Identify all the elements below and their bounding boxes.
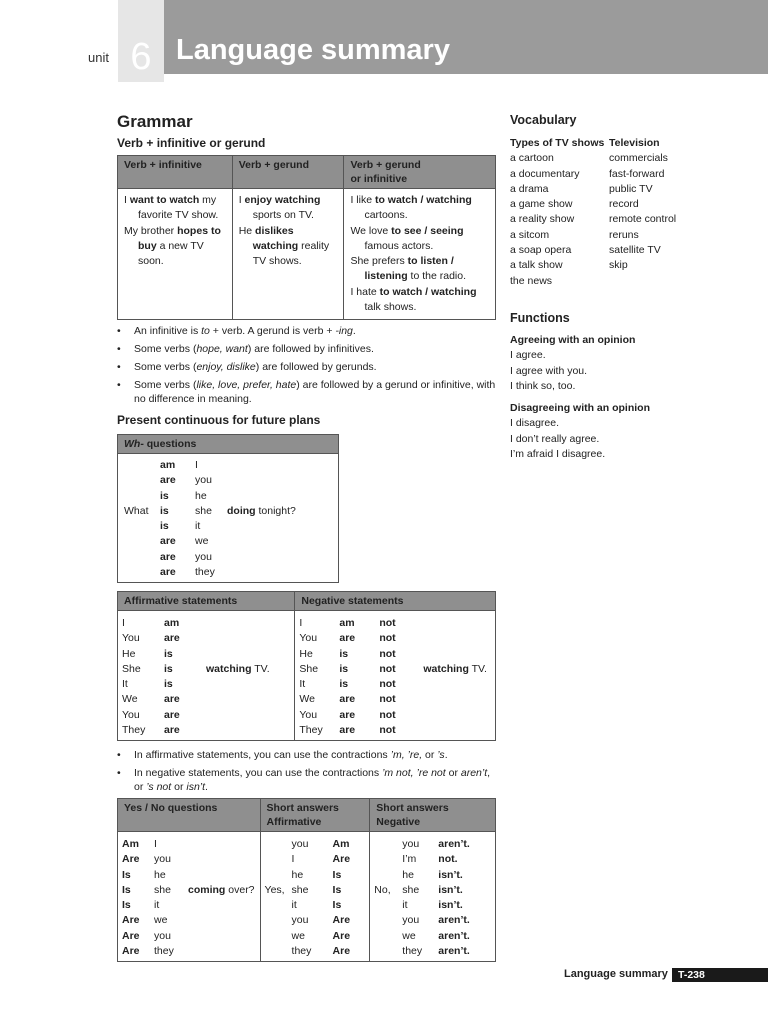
answer-verb: Are	[332, 945, 351, 958]
question-subject: it	[154, 899, 160, 912]
vocab-item: a soap opera	[510, 244, 572, 257]
answer-subject: they	[402, 945, 423, 958]
question-verb: Is	[122, 868, 131, 881]
answer-subject: you	[402, 914, 420, 927]
vocab-item: public TV	[609, 182, 653, 195]
answer-subject: we	[402, 929, 416, 942]
statements-table	[117, 591, 496, 741]
example-sentence: I hate to watch / watching talk shows.	[350, 285, 477, 314]
example-sentence: I want to watch my favorite TV show.	[124, 194, 219, 222]
answer-subject: she	[402, 883, 420, 896]
vocab-item: a sitcom	[510, 228, 550, 241]
vocab-item: reruns	[609, 228, 639, 241]
question-subject: you	[154, 929, 171, 942]
question-subject: he	[154, 868, 166, 881]
page-number: T-238	[678, 969, 705, 981]
question-verb: Are	[122, 853, 140, 866]
subject: I	[299, 617, 303, 629]
yes-word: Yes,	[264, 883, 285, 896]
example-sentence: She prefers to listen / listening to the radio.	[350, 255, 466, 283]
verb: are	[164, 693, 180, 706]
verb: are	[164, 632, 180, 645]
disagree-list	[510, 416, 650, 462]
disagree-block	[510, 401, 650, 462]
function-phrase: I don’t really agree.	[510, 432, 600, 445]
answer-verb: Is	[332, 868, 342, 881]
wh-verb: are	[160, 474, 176, 487]
verb: is	[164, 662, 173, 675]
col-header-gerund: Verb + gerund	[232, 156, 344, 189]
note-item: • In negative statements, you can use the contractions ’m not, ’re not or aren’t, or ’s not or isn’t.	[117, 766, 497, 794]
not-word: not	[379, 647, 396, 660]
vocab-item: fast-forward	[609, 167, 665, 180]
unit-number: 6	[130, 36, 152, 78]
subject: They	[299, 724, 323, 737]
wh-header-rest: questions	[143, 438, 197, 450]
contraction-notes-list	[117, 748, 497, 798]
aff-watching: watching	[206, 662, 252, 675]
verb-infinitive-table	[117, 155, 496, 320]
question-verb: Are	[122, 914, 140, 927]
functions-heading: Functions	[510, 311, 570, 325]
infinitive-examples	[118, 189, 233, 320]
vocab-item: the news	[510, 274, 553, 287]
subject: We	[122, 693, 138, 706]
answer-verb: Are	[332, 929, 351, 942]
question-verb: Are	[122, 929, 140, 942]
answer-verb: Am	[332, 838, 350, 850]
example-sentence: He dislikes watching reality TV shows.	[238, 224, 330, 268]
answer-verb: aren’t.	[438, 945, 470, 958]
tv-shows-heading: Types of TV shows	[510, 137, 605, 149]
yes-no-table	[117, 798, 496, 962]
neg-verbs	[339, 616, 379, 738]
not-word: not	[379, 724, 396, 737]
example-sentence: My brother hopes to buy a new TV soon.	[124, 224, 221, 268]
answer-verb: Is	[332, 899, 342, 912]
note-item: • Some verbs (enjoy, dislike) are followed by gerunds.	[117, 360, 497, 374]
question-verb: Are	[122, 945, 140, 958]
verb: is	[164, 678, 173, 691]
question-verb: Is	[122, 899, 131, 912]
question-verb: Is	[122, 883, 131, 896]
no-word: No,	[374, 883, 391, 896]
television-column	[609, 136, 709, 274]
vocab-item: a talk show	[510, 259, 563, 272]
subject: She	[122, 662, 141, 675]
neg-watching-tv	[419, 662, 491, 677]
answer-verb: Is	[332, 883, 342, 896]
subject: I	[122, 617, 125, 629]
wh-subject: you	[195, 474, 212, 487]
function-phrase: I disagree.	[510, 417, 560, 430]
question-verbs	[122, 837, 154, 959]
wh-subject: we	[195, 535, 209, 548]
verb: is	[339, 647, 349, 660]
note-item: • Some verbs (like, love, prefer, hate) are followed by a gerund or infinitive, with no difference in meaning.	[117, 378, 497, 406]
wh-subject: it	[195, 520, 201, 533]
answer-subject: you	[291, 838, 309, 850]
aff-watching-tv	[198, 662, 290, 677]
not-word: not	[379, 632, 396, 645]
aff-answer-subjects	[292, 837, 333, 959]
vocab-item: satellite TV	[609, 244, 661, 257]
television-list	[609, 151, 709, 273]
short-neg-header: Short answers Negative	[370, 799, 496, 832]
answer-subject: you	[291, 914, 309, 927]
answer-verb: isn’t.	[438, 899, 463, 912]
vocab-item: a reality show	[510, 213, 575, 226]
both-examples	[344, 189, 496, 320]
wh-verbs	[160, 458, 195, 580]
verb: am	[339, 617, 355, 629]
vocab-item: skip	[609, 259, 628, 272]
function-phrase: I’m afraid I disagree.	[510, 447, 606, 460]
present-continuous-heading: Present continuous for future plans	[117, 413, 321, 427]
verb: are	[164, 708, 180, 721]
vocab-item: a cartoon	[510, 152, 554, 165]
television-heading: Television	[609, 137, 660, 149]
note-item: • An infinitive is to + verb. A gerund is verb + -ing.	[117, 324, 497, 338]
coming-word: coming	[188, 883, 226, 896]
answer-verb: Are	[332, 914, 351, 927]
vocabulary-heading: Vocabulary	[510, 113, 577, 127]
wh-verb: is	[160, 489, 169, 502]
answer-verb: aren’t.	[438, 838, 470, 850]
col-header-infinitive: Verb + infinitive	[118, 156, 233, 189]
vocab-item: a drama	[510, 182, 549, 195]
wh-verb: is	[160, 504, 169, 517]
question-subject: she	[154, 883, 171, 896]
wh-verb: am	[160, 459, 176, 471]
coming-over	[188, 883, 256, 898]
neg-answer-verbs	[438, 837, 491, 959]
vocab-item: remote control	[609, 213, 677, 226]
verb-infinitive-heading: Verb + infinitive or gerund	[117, 136, 266, 150]
wh-subject: they	[195, 566, 215, 579]
answer-verb: isn’t.	[438, 883, 463, 896]
example-sentence: I enjoy watching sports on TV.	[238, 194, 321, 222]
aff-verbs	[164, 616, 198, 738]
subject: She	[299, 662, 319, 675]
wh-word: What	[124, 504, 149, 517]
answer-verb: aren’t.	[438, 929, 470, 942]
answer-verb: Are	[332, 853, 351, 866]
tv-shows-list	[510, 151, 608, 289]
verb: am	[164, 617, 180, 629]
wh-doing-tonight	[227, 504, 332, 519]
subject: It	[122, 678, 128, 691]
gerund-examples	[232, 189, 344, 320]
tv-shows-column	[510, 136, 608, 289]
verb: are	[339, 724, 356, 737]
agree-list	[510, 348, 635, 394]
aff-subjects	[122, 616, 164, 738]
not-word: not	[379, 708, 396, 721]
col-header-both: Verb + gerund or infinitive	[344, 156, 496, 189]
subject: You	[299, 708, 318, 721]
subject: We	[299, 693, 315, 706]
not-word: not	[379, 693, 396, 706]
affirmative-header: Affirmative statements	[118, 592, 295, 611]
agree-block	[510, 333, 635, 394]
wh-subject: he	[195, 489, 207, 502]
footer-page-bar	[672, 968, 768, 982]
verb: are	[339, 693, 356, 706]
wh-questions-table	[117, 434, 339, 583]
example-sentence: We love to see / seeing famous actors.	[350, 224, 464, 252]
neg-tv: TV.	[468, 662, 487, 675]
short-aff-header: Short answers Affirmative	[260, 799, 370, 832]
wh-subject: she	[195, 504, 212, 517]
answer-subject: he	[402, 868, 414, 881]
wh-verb: are	[160, 566, 176, 579]
answer-subject: they	[291, 945, 312, 958]
question-subject: I	[154, 838, 157, 850]
function-phrase: I think so, too.	[510, 379, 576, 392]
aff-answer-verbs	[333, 837, 366, 959]
subject: He	[122, 647, 136, 660]
answer-verb: not.	[438, 853, 458, 866]
aff-tv: TV.	[251, 662, 270, 675]
wh-verb: is	[160, 520, 169, 533]
verb: are	[164, 724, 180, 737]
subject: You	[299, 632, 318, 645]
function-phrase: I agree.	[510, 349, 546, 362]
wh-tonight: tonight?	[255, 504, 296, 517]
subject: You	[122, 708, 140, 721]
answer-subject: he	[291, 868, 304, 881]
question-verb: Am	[122, 838, 139, 850]
note-item: • In affirmative statements, you can use the contractions ’m, ’re, or ’s.	[117, 748, 497, 762]
question-subject: we	[154, 914, 168, 927]
answer-subject: I’m	[402, 853, 417, 866]
subject: They	[122, 724, 146, 737]
wh-italic: Wh-	[124, 438, 144, 450]
answer-verb: aren’t.	[438, 914, 470, 927]
subject: It	[299, 678, 306, 691]
neg-watching: watching	[423, 662, 469, 675]
yes-no-header: Yes / No questions	[118, 799, 261, 832]
wh-subject: you	[195, 550, 212, 563]
unit-number-box	[118, 0, 164, 82]
verb: is	[164, 647, 173, 660]
example-sentence: I like to watch / watching cartoons.	[350, 194, 472, 222]
vocab-item: a documentary	[510, 167, 580, 180]
wh-verb: are	[160, 535, 176, 548]
verb-notes-list	[117, 324, 497, 410]
subject: You	[122, 632, 140, 645]
question-subject: you	[154, 853, 171, 866]
answer-verb: isn’t.	[438, 868, 463, 881]
vocab-item: commercials	[609, 152, 668, 165]
wh-subject: I	[195, 459, 198, 471]
verb: are	[339, 708, 356, 721]
answer-subject: it	[402, 899, 408, 912]
neg-not	[379, 616, 419, 738]
question-subjects	[154, 837, 188, 959]
question-subject: they	[154, 945, 174, 958]
wh-verb: are	[160, 550, 176, 563]
over-word: over?	[225, 883, 255, 896]
wh-doing: doing	[227, 504, 256, 517]
answer-subject: I	[291, 853, 295, 866]
subject: He	[299, 647, 313, 660]
wh-questions-header	[118, 435, 339, 454]
not-word: not	[379, 678, 396, 691]
footer-label: Language summary	[564, 968, 668, 980]
page-title: Language summary	[176, 34, 450, 66]
not-word: not	[379, 617, 396, 629]
unit-label: unit	[88, 50, 109, 65]
function-phrase: I agree with you.	[510, 364, 588, 377]
vocab-item: record	[609, 198, 639, 211]
neg-answer-subjects	[402, 837, 438, 959]
verb: is	[339, 662, 349, 675]
verb: is	[339, 678, 349, 691]
note-item: • Some verbs (hope, want) are followed by infinitives.	[117, 342, 497, 356]
answer-subject: we	[291, 929, 305, 942]
agree-heading: Agreeing with an opinion	[510, 334, 636, 346]
not-word: not	[379, 662, 396, 675]
negative-header: Negative statements	[295, 592, 496, 611]
answer-subject: she	[291, 883, 309, 896]
answer-subject: it	[291, 899, 297, 912]
wh-subjects	[195, 458, 227, 580]
title-bar	[164, 0, 768, 74]
disagree-heading: Disagreeing with an opinion	[510, 402, 651, 414]
verb: are	[339, 632, 356, 645]
grammar-heading: Grammar	[117, 112, 193, 131]
vocab-item: a game show	[510, 198, 573, 211]
neg-subjects	[299, 616, 339, 738]
answer-subject: you	[402, 838, 420, 850]
